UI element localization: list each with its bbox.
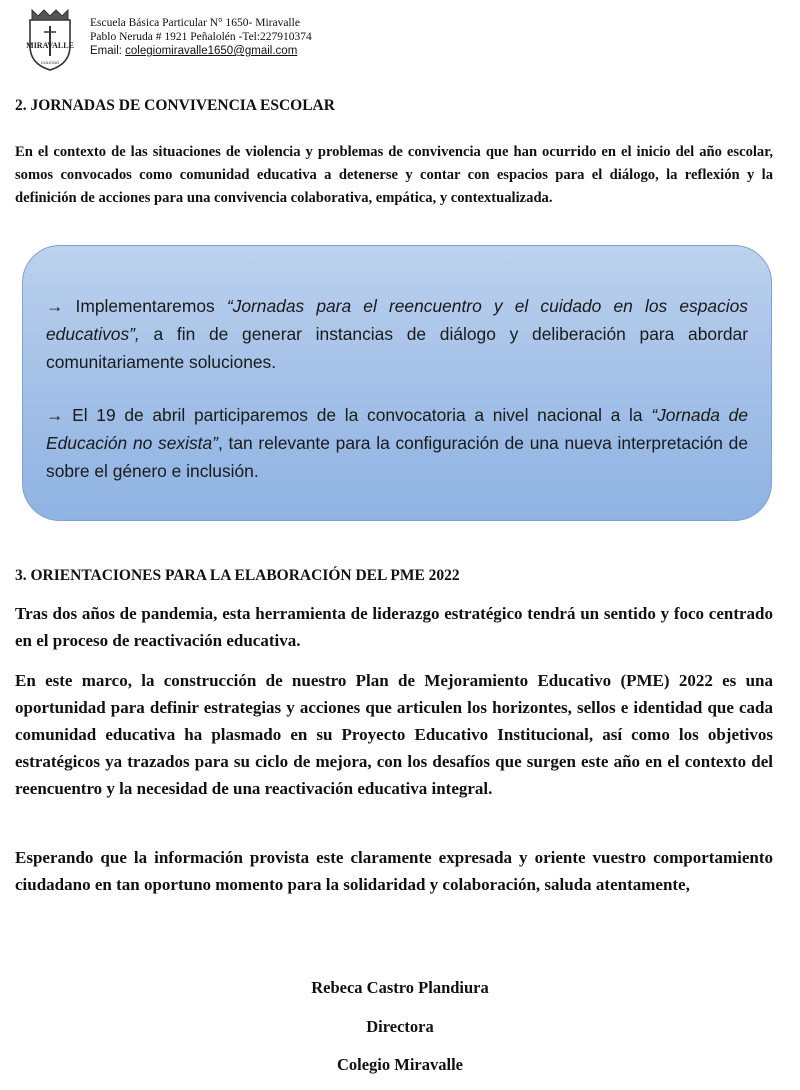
box-item-2-suffix: , tan relevante para la configuración de una nueva interpretación de sobre el género e inclusión.: [46, 433, 749, 481]
school-crest-logo: [22, 6, 78, 72]
email-label: Email:: [90, 45, 126, 57]
section-2-paragraph: En el contexto de las situaciones de violencia y problemas de convivencia que han ocurrido en el inicio del año escolar, somos convocados como comunidad educativa a detenerse y contar con espacios para el diálogo, la reflexión y la definición de acciones para una convivencia colaborativa, empática, y contextualizada.: [15, 144, 773, 206]
section-2-title: 2. JORNADAS DE CONVIVENCIA ESCOLAR: [15, 97, 335, 114]
signature-role: Directora: [366, 1017, 434, 1036]
logo-text: MIRAVALLE: [26, 41, 74, 50]
email-link[interactable]: colegiomiravalle1650@gmail.com: [125, 45, 298, 57]
section-3-title: 3. ORIENTACIONES PARA LA ELABORACIÓN DEL PME 2022: [15, 567, 460, 584]
section-3-paragraph-2: En este marco, la construcción de nuestro Plan de Mejoramiento Educativo (PME) 2022 es una oportunidad para definir estrategias y acciones que articulen los horizontes, sellos e identidad que cada comunidad educativa ha plasmado en su Proyecto Educativo Institucional, así como los objetivos estratégicos ya trazados para su ciclo de mejora, con los desafíos que surgen este año en el contexto del reencuentro y la necesidad de una reactivación educativa integral.: [15, 671, 773, 798]
box-item-2-prefix: → El 19 de abril participaremos de la convocatoria a nivel nacional a la: [46, 405, 652, 425]
section-3-paragraph-1: Tras dos años de pandemia, esta herramienta de liderazgo estratégico tendrá un sentido y foco centrado en el proceso de reactivación educativa.: [15, 604, 773, 650]
school-address: Pablo Neruda # 1921 Peñalolén -Tel:227910374: [90, 31, 312, 43]
box-item-1: [46, 292, 748, 376]
box-item-2-emphasis: “Jornada de Educación no sexista”: [46, 405, 749, 453]
letterhead: [20, 4, 780, 74]
box-item-1-emphasis: “Jornadas para el reencuentro y el cuidado en los espacios educativos”,: [46, 296, 748, 344]
school-email-line: [90, 44, 312, 58]
box-item-1-suffix: a fin de generar instancias de diálogo y deliberación para abordar comunitariamente soluciones.: [46, 324, 748, 372]
section-3-paragraph-3: Esperando que la información provista este claramente expresada y oriente vuestro comportamiento ciudadano en tan oportuno momento para la solidaridad y colaboración, saluda atentamente,: [15, 848, 773, 894]
logo-subtext: COLEGIO: [40, 60, 60, 65]
box-item-1-prefix: → Implementaremos: [46, 296, 227, 316]
school-name: Escuela Básica Particular N° 1650- Miravalle: [90, 17, 300, 29]
signature-name: Rebeca Castro Plandiura: [311, 978, 489, 997]
box-item-2: [46, 401, 748, 485]
signature-institution: Colegio Miravalle: [336, 1055, 463, 1074]
